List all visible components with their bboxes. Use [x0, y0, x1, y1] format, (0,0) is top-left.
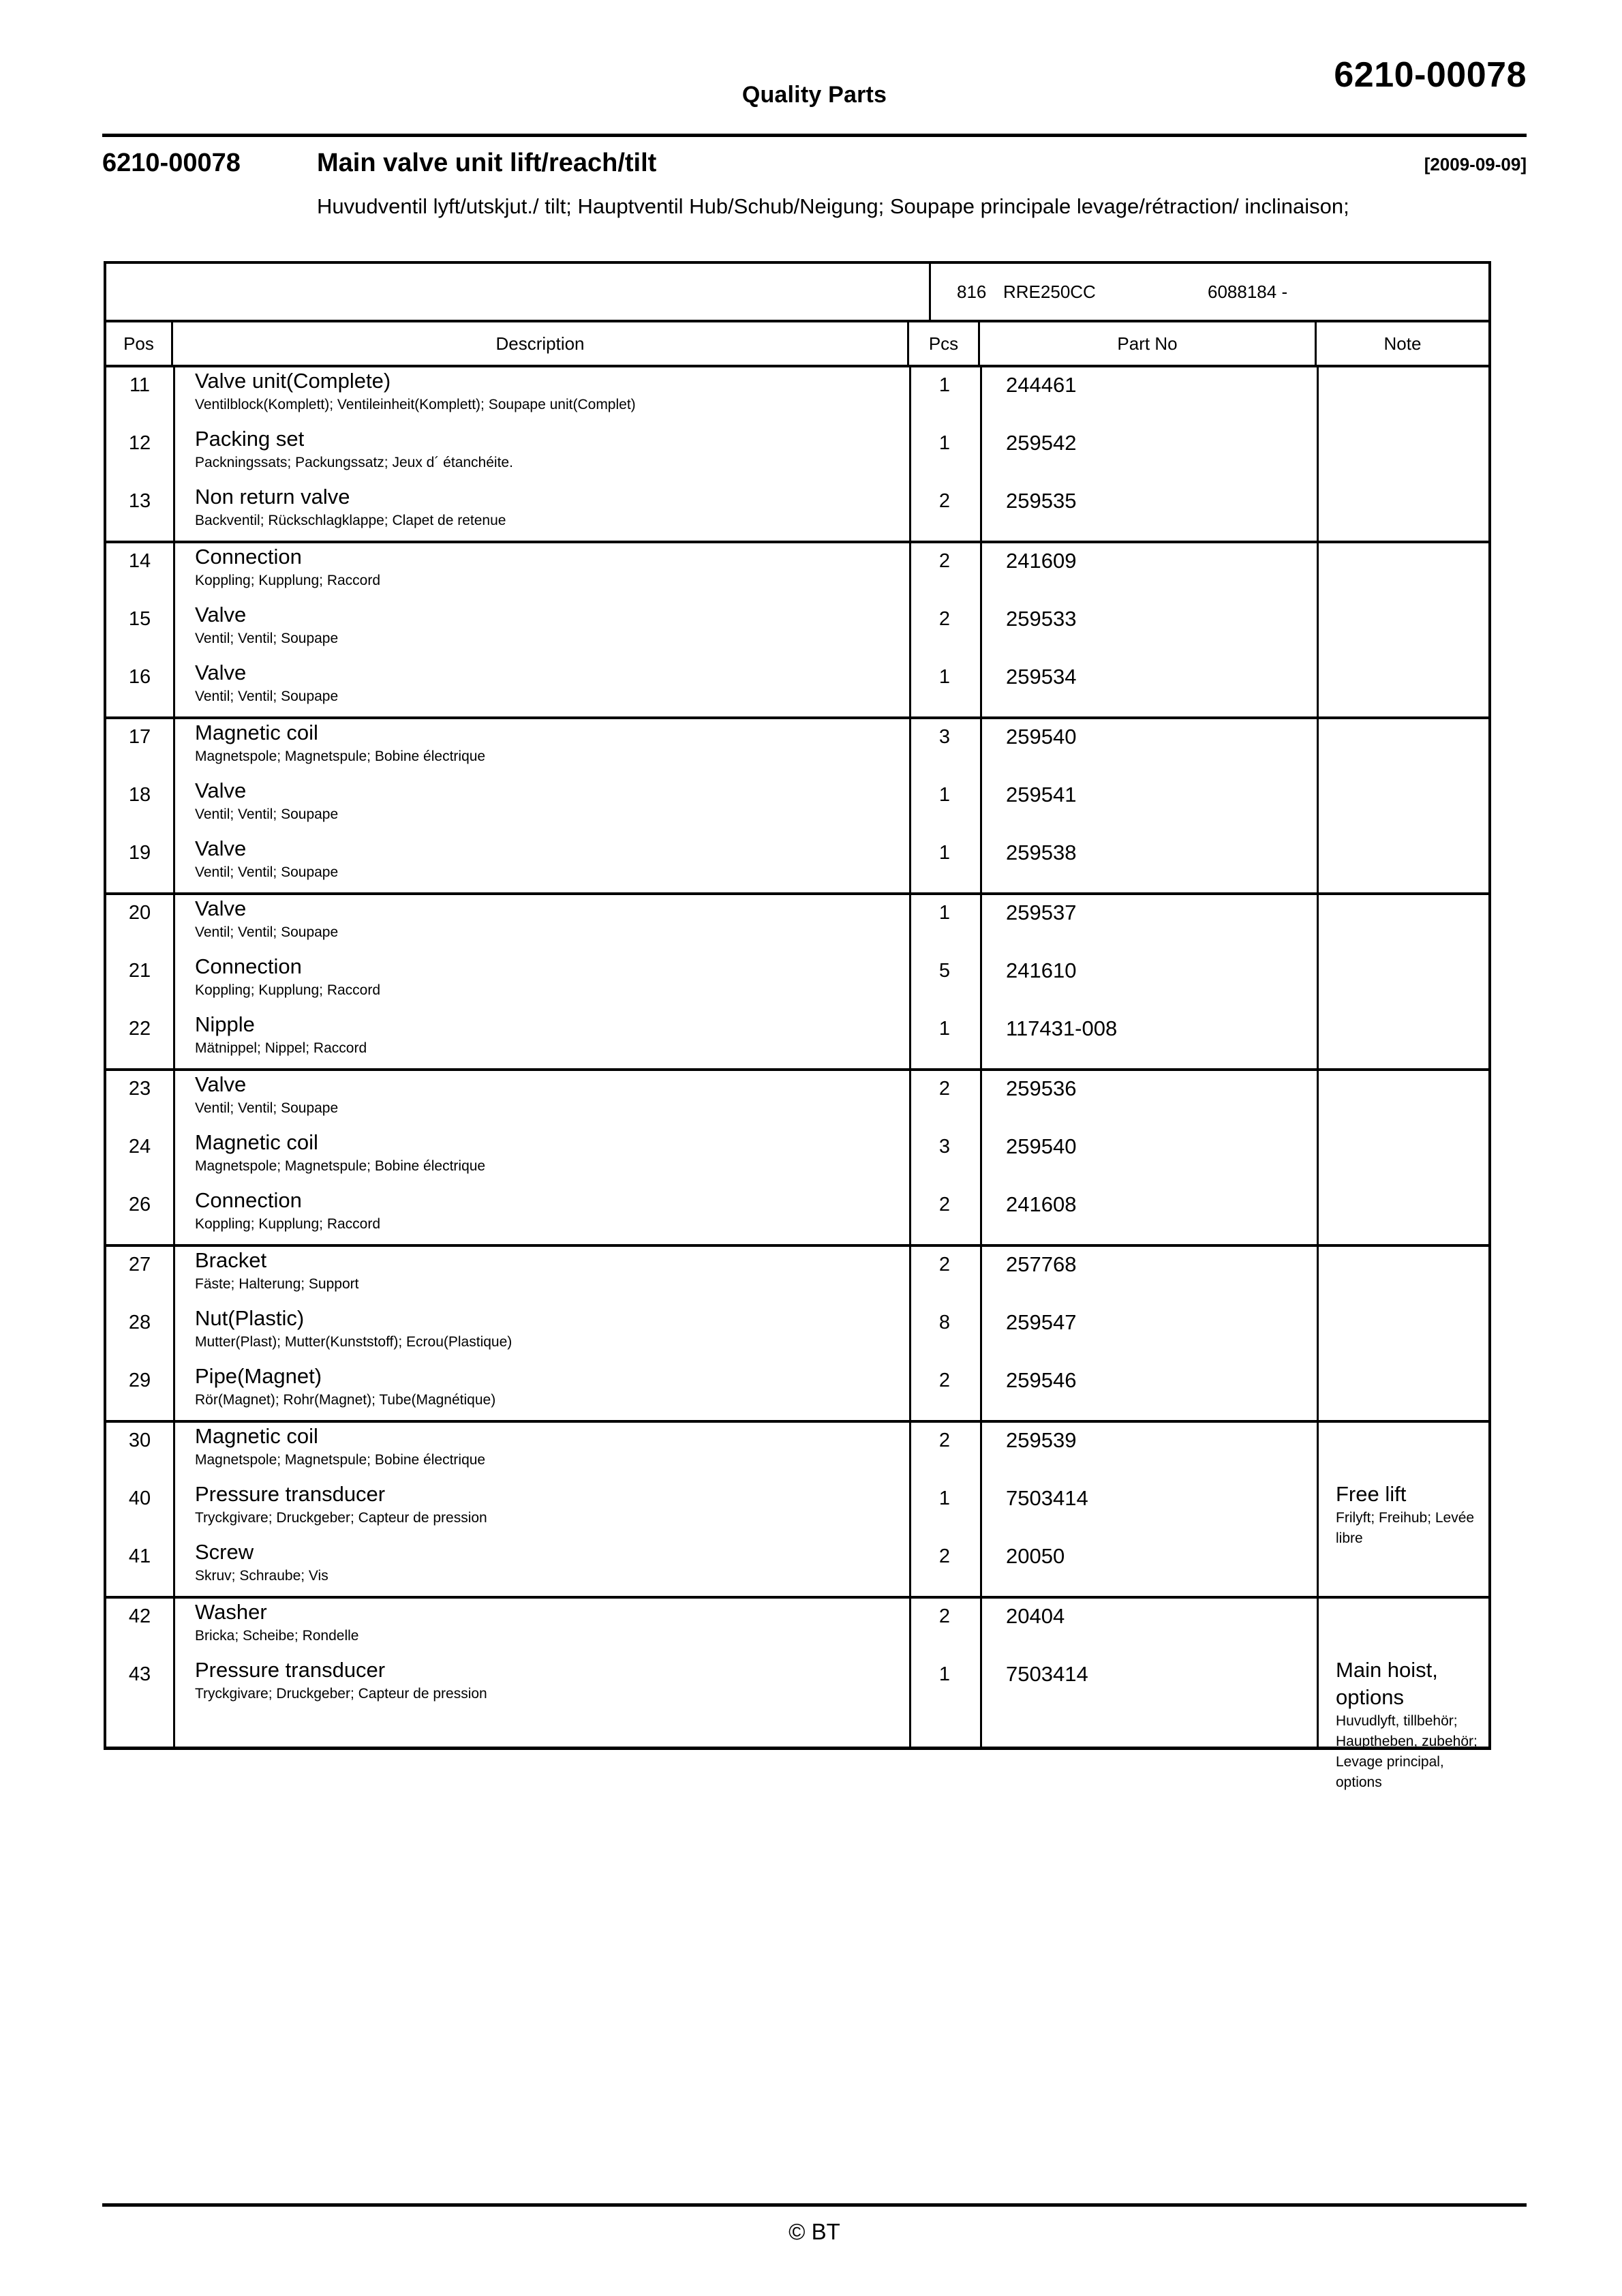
description-main: Pressure transducer	[195, 1482, 386, 1506]
cell-description	[173, 1129, 909, 1177]
column-header-description: Description	[173, 322, 909, 365]
description-sub: Rör(Magnet); Rohr(Magnet); Tube(Magnétique)	[195, 1392, 496, 1408]
cell-pcs: 1	[938, 784, 951, 806]
model-serial-range: 6088184 -	[1208, 281, 1288, 302]
cell-pos: 13	[128, 490, 151, 512]
cell-pos: 12	[128, 432, 151, 454]
table-row	[106, 953, 1488, 1011]
title-row	[102, 149, 1527, 185]
description-sub: Magnetspole; Magnetspule; Bobine électrique	[195, 749, 486, 764]
description-sub: Bricka; Scheibe; Rondelle	[195, 1628, 359, 1644]
description-sub: Ventilblock(Komplett); Ventileinheit(Komplett); Soupape unit(Complet)	[195, 397, 636, 412]
table-row	[106, 1423, 1488, 1481]
cell-description	[173, 1481, 909, 1528]
model-name: RRE250CC	[1003, 281, 1096, 302]
column-header-part-no: Part No	[980, 322, 1317, 365]
cell-pcs: 8	[938, 1312, 951, 1333]
cell-part-no: 259539	[1006, 1428, 1077, 1452]
cell-pcs: 1	[938, 1018, 951, 1040]
cell-pos: 16	[128, 666, 151, 688]
description-sub: Fäste; Halterung; Support	[195, 1276, 359, 1292]
cell-pos: 14	[128, 550, 151, 572]
cell-pos: 28	[128, 1312, 151, 1333]
model-header-blank	[106, 264, 931, 320]
description-main: Packing set	[195, 427, 305, 451]
description-main: Valve unit(Complete)	[195, 369, 391, 393]
cell-part-no: 259536	[1006, 1076, 1077, 1100]
cell-part-no: 259533	[1006, 607, 1077, 631]
table-group	[106, 719, 1488, 895]
cell-part-no: 241610	[1006, 958, 1077, 982]
cell-pcs: 1	[938, 432, 951, 454]
description-sub: Koppling; Kupplung; Raccord	[195, 982, 381, 998]
page-title: Main valve unit lift/reach/tilt	[317, 149, 657, 177]
table-row	[106, 1539, 1488, 1597]
description-main: Washer	[195, 1600, 267, 1624]
table-group	[106, 543, 1488, 719]
cell-pcs: 3	[938, 726, 951, 748]
column-header-pos: Pos	[106, 322, 173, 365]
description-sub: Ventil; Ventil; Soupape	[195, 864, 339, 880]
description-main: Nipple	[195, 1012, 255, 1036]
description-main: Magnetic coil	[195, 721, 318, 744]
cell-pcs: 1	[938, 1663, 951, 1685]
cell-part-no: 259547	[1006, 1310, 1077, 1334]
cell-pcs: 2	[938, 608, 951, 630]
page-code: 6210-00078	[102, 149, 241, 177]
table-group	[106, 1247, 1488, 1423]
table-row	[106, 1011, 1488, 1069]
cell-description	[173, 601, 909, 649]
cell-pcs: 2	[938, 1194, 951, 1215]
parts-table	[104, 261, 1491, 1790]
cell-description	[173, 1657, 909, 1704]
cell-part-no: 244461	[1006, 373, 1077, 397]
description-main: Pipe(Magnet)	[195, 1364, 322, 1388]
table-group	[106, 1423, 1488, 1599]
description-sub: Koppling; Kupplung; Raccord	[195, 1216, 381, 1232]
cell-description	[173, 1305, 909, 1353]
note-sub: Frilyft; Freihub; Levée libre	[1336, 1510, 1475, 1546]
description-sub: Backventil; Rückschlagklappe; Clapet de retenue	[195, 513, 506, 528]
model-header-cells	[933, 264, 1488, 320]
table-row	[106, 1599, 1488, 1657]
note-main: Free lift	[1336, 1482, 1407, 1506]
cell-part-no: 259538	[1006, 841, 1077, 864]
cell-part-no: 259542	[1006, 431, 1077, 455]
description-main: Connection	[195, 954, 302, 978]
footer-rule	[102, 2203, 1527, 2207]
cell-part-no: 241608	[1006, 1192, 1077, 1216]
table-row	[106, 1247, 1488, 1305]
cell-part-no: 259537	[1006, 901, 1077, 924]
cell-description	[173, 719, 909, 767]
table-row	[106, 1187, 1488, 1245]
model-number: 816	[957, 281, 987, 302]
cell-description	[173, 777, 909, 825]
cell-pcs: 2	[938, 1254, 951, 1275]
cell-pcs: 2	[938, 1078, 951, 1100]
cell-pos: 43	[128, 1663, 151, 1685]
description-sub: Ventil; Ventil; Soupape	[195, 1100, 339, 1116]
cell-pos: 42	[128, 1605, 151, 1627]
cell-pcs: 2	[938, 1430, 951, 1451]
page-subtitle: Huvudventil lyft/utskjut./ tilt; Hauptventil Hub/Schub/Neigung; Soupape principale levage/rétraction/ inclinaison;	[317, 194, 1349, 218]
cell-pos: 30	[128, 1430, 151, 1451]
table-group	[106, 1599, 1488, 1790]
table-row	[106, 543, 1488, 601]
cell-part-no: 117431-008	[1006, 1016, 1118, 1040]
revision-date: [2009-09-09]	[1424, 154, 1527, 175]
description-sub: Ventil; Ventil; Soupape	[195, 806, 339, 822]
table-row	[106, 1363, 1488, 1421]
cell-description	[173, 659, 909, 707]
cell-pcs: 2	[938, 1545, 951, 1567]
cell-pos: 23	[128, 1078, 151, 1100]
table-row	[106, 835, 1488, 893]
cell-description	[173, 953, 909, 1001]
note-sub: Huvudlyft, tillbehör; Hauptheben, zubehör; Levage principal, options	[1336, 1713, 1478, 1790]
description-main: Connection	[195, 545, 302, 569]
description-sub: Ventil; Ventil; Soupape	[195, 689, 339, 704]
table-row	[106, 367, 1488, 425]
cell-pcs: 3	[938, 1136, 951, 1158]
header-document-number: 6210-00078	[1334, 55, 1527, 95]
description-main: Valve	[195, 661, 247, 684]
table-group	[106, 367, 1488, 543]
cell-pos: 21	[128, 960, 151, 982]
cell-pcs: 1	[938, 842, 951, 864]
description-main: Nut(Plastic)	[195, 1306, 305, 1330]
cell-pcs: 1	[938, 902, 951, 924]
description-main: Valve	[195, 896, 247, 920]
cell-description	[173, 1247, 909, 1295]
cell-description	[173, 367, 909, 415]
column-header-note: Note	[1383, 333, 1422, 354]
table-row	[106, 777, 1488, 835]
table-column-headers	[106, 322, 1488, 367]
cell-pos: 19	[128, 842, 151, 864]
table-row	[106, 1657, 1488, 1790]
table-row	[106, 719, 1488, 777]
description-main: Bracket	[195, 1248, 267, 1272]
cell-note	[1317, 1657, 1491, 1793]
description-sub: Mutter(Plast); Mutter(Kunststoff); Ecrou(Plastique)	[195, 1334, 512, 1350]
cell-description	[173, 425, 909, 473]
cell-description	[173, 543, 909, 591]
running-header	[102, 55, 1527, 130]
description-main: Valve	[195, 779, 247, 802]
cell-description	[173, 1071, 909, 1119]
table-row	[106, 1071, 1488, 1129]
cell-part-no: 7503414	[1006, 1662, 1088, 1686]
cell-description	[173, 835, 909, 883]
table-row	[106, 1481, 1488, 1546]
column-header-pcs: Pcs	[909, 322, 980, 365]
cell-pcs: 2	[938, 490, 951, 512]
description-sub: Skruv; Schraube; Vis	[195, 1568, 328, 1584]
model-header-row	[106, 264, 1488, 322]
cell-pos: 20	[128, 902, 151, 924]
cell-pos: 11	[129, 374, 151, 396]
cell-pos: 29	[128, 1370, 151, 1391]
cell-pos: 40	[128, 1487, 151, 1509]
description-sub: Mätnippel; Nippel; Raccord	[195, 1040, 367, 1056]
table-group	[106, 1071, 1488, 1247]
table-row	[106, 601, 1488, 659]
header-rule	[102, 134, 1527, 137]
description-main: Valve	[195, 603, 247, 626]
description-main: Non return valve	[195, 485, 350, 509]
description-main: Valve	[195, 836, 247, 860]
cell-part-no: 259540	[1006, 1134, 1077, 1158]
description-sub: Magnetspole; Magnetspule; Bobine électrique	[195, 1452, 486, 1468]
table-row	[106, 483, 1488, 541]
cell-pos: 41	[128, 1545, 151, 1567]
table-row	[106, 895, 1488, 953]
note-main: Main hoist, options	[1336, 1658, 1438, 1709]
cell-pcs: 5	[938, 960, 951, 982]
table-row	[106, 425, 1488, 483]
table-row	[106, 1129, 1488, 1187]
cell-pos: 22	[128, 1018, 151, 1040]
cell-pcs: 2	[938, 1605, 951, 1627]
cell-pcs: 1	[938, 1487, 951, 1509]
description-main: Magnetic coil	[195, 1424, 318, 1448]
description-main: Connection	[195, 1188, 302, 1212]
cell-part-no: 20404	[1006, 1604, 1065, 1628]
cell-part-no: 7503414	[1006, 1486, 1088, 1510]
cell-part-no: 257768	[1006, 1252, 1077, 1276]
description-sub: Tryckgivare; Druckgeber; Capteur de pression	[195, 1686, 487, 1702]
cell-pcs: 1	[938, 666, 951, 688]
footer-copyright: © BT	[789, 2219, 840, 2244]
cell-description	[173, 1539, 909, 1586]
cell-part-no: 259546	[1006, 1368, 1077, 1392]
cell-description	[173, 1011, 909, 1059]
description-main: Magnetic coil	[195, 1130, 318, 1154]
description-main: Pressure transducer	[195, 1658, 386, 1682]
table-row	[106, 659, 1488, 717]
cell-description	[173, 483, 909, 531]
cell-part-no: 259540	[1006, 725, 1077, 749]
cell-pcs: 2	[938, 1370, 951, 1391]
title-block	[102, 149, 1527, 218]
cell-description	[173, 1423, 909, 1470]
cell-description	[173, 895, 909, 943]
cell-pcs: 2	[938, 550, 951, 572]
description-sub: Ventil; Ventil; Soupape	[195, 924, 339, 940]
cell-part-no: 259534	[1006, 665, 1077, 689]
header-title: Quality Parts	[741, 82, 887, 108]
cell-description	[173, 1187, 909, 1235]
description-sub: Packningssats; Packungssatz; Jeux d´ étanchéite.	[195, 455, 513, 470]
table-group	[106, 895, 1488, 1071]
description-main: Valve	[195, 1072, 247, 1096]
cell-pos: 15	[128, 608, 151, 630]
cell-pcs: 1	[938, 374, 951, 396]
description-sub: Tryckgivare; Druckgeber; Capteur de pression	[195, 1510, 487, 1526]
description-sub: Koppling; Kupplung; Raccord	[195, 573, 381, 588]
cell-part-no: 241609	[1006, 549, 1077, 573]
cell-pos: 18	[128, 784, 151, 806]
cell-part-no: 20050	[1006, 1544, 1065, 1568]
cell-pos: 24	[128, 1136, 151, 1158]
cell-description	[173, 1599, 909, 1646]
cell-part-no: 259535	[1006, 489, 1077, 513]
cell-pos: 26	[128, 1194, 151, 1215]
cell-pos: 27	[128, 1254, 151, 1275]
cell-part-no: 259541	[1006, 783, 1077, 806]
description-sub: Magnetspole; Magnetspule; Bobine électrique	[195, 1158, 486, 1174]
table-row	[106, 1305, 1488, 1363]
cell-description	[173, 1363, 909, 1410]
cell-pos: 17	[128, 726, 151, 748]
description-sub: Ventil; Ventil; Soupape	[195, 631, 339, 646]
description-main: Screw	[195, 1540, 254, 1564]
